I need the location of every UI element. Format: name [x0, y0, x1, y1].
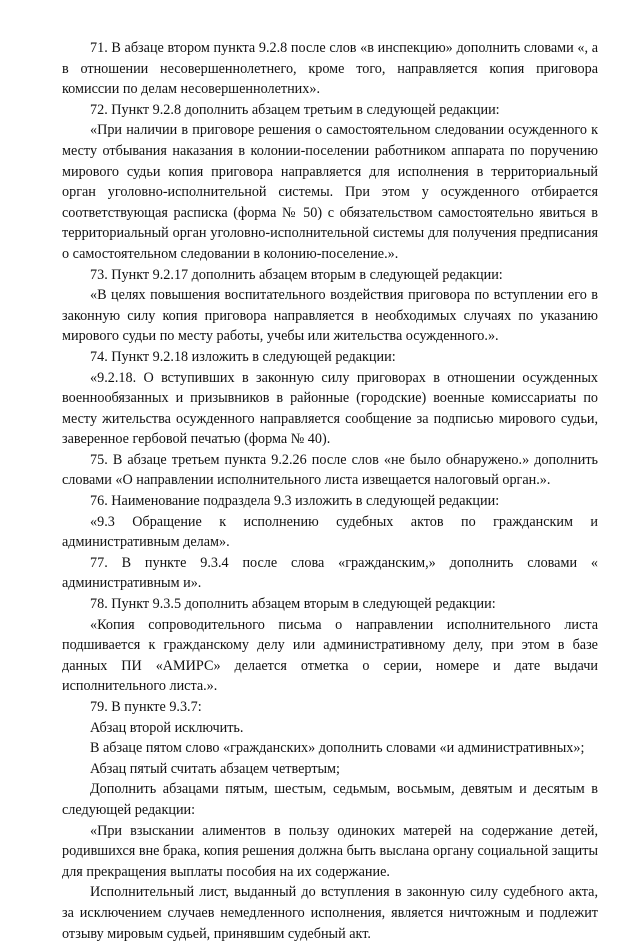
paragraph-74: 74. Пункт 9.2.18 изложить в следующей редакции: [90, 348, 396, 365]
paragraph-72-text: «При наличии в приговоре решения о самостоятельном следовании осужденного к месту отбывания наказания в колонии-поселении работником аппарата по поручению мирового судьи копия приговора направляется для исполнения в территориальный орган уголовно-исполнительной системы. При этом у осужденного отбирается соответствующая расписка (форма № 50) с обязательством самостоятельно явиться в территориальный орган уголовно-исполнительной системы для получения предписания о самостоятельном следовании в колонию-поселение.». [62, 122, 598, 262]
paragraph-77: 77. В пункте 9.3.4 после слова «гражданским,» дополнить словами « административным и». [62, 554, 598, 592]
paragraph-79-item-3: Абзац пятый считать абзацем четвертым; [90, 760, 340, 777]
paragraph-78-text: «Копия сопроводительного письма о направлении исполнительного листа подшивается к гражданскому делу или административному делу, при этом в базе данных ПИ «АМИРС» делается отметка о серии, номере и дате выдачи исполнительного листа.». [62, 616, 598, 695]
paragraph-74-text: «9.2.18. О вступивших в законную силу приговорах в отношении осужденных военнообязанных и призывников в районные (городские) военные комиссариаты по месту жительства осужденного направляется сообщение за подписью мирового судьи, заверенное гербовой печатью (форма № 40). [62, 369, 598, 448]
paragraph-79-item-1: Абзац второй исключить. [90, 719, 244, 736]
paragraph-79-quote-2: Исполнительный лист, выданный до вступления в законную силу судебного акта, за исключением случаев немедленного исполнения, является ничтожным и подлежит отзыву мировым судьей, принявшим судебный акт. [62, 884, 598, 942]
paragraph-72: 72. Пункт 9.2.8 дополнить абзацем третьим в следующей редакции: [90, 101, 500, 118]
paragraph-79-item-4: Дополнить абзацами пятым, шестым, седьмым, восьмым, девятым и десятым в следующей редакции: [62, 781, 598, 818]
document-page [62, 38, 598, 944]
paragraph-76-text: «9.3 Обращение к исполнению судебных актов по гражданским и административным делам». [62, 513, 598, 551]
paragraph-75: 75. В абзаце третьем пункта 9.2.26 после слов «не было обнаружено.» дополнить словами «О направлении исполнительного листа извещается налоговый орган.». [62, 451, 598, 489]
paragraph-76: 76. Наименование подраздела 9.3 изложить в следующей редакции: [90, 493, 500, 510]
paragraph-73: 73. Пункт 9.2.17 дополнить абзацем вторым в следующей редакции: [90, 266, 503, 283]
paragraph-73-text: «В целях повышения воспитательного воздействия приговора по вступлении его в законную силу копия приговора направляется в необходимых случаях по указанию мирового судьи по месту работы, учебы или жительства осужденного.». [62, 287, 598, 345]
paragraph-79: 79. В пункте 9.3.7: [90, 699, 202, 715]
paragraph-79-quote-1: «При взыскании алиментов в пользу одиноких матерей на содержание детей, родившихся вне брака, копия решения должна быть выслана органу социальной защиты для прекращения выплаты пособия на их содержание. [62, 822, 598, 880]
paragraph-71: 71. В абзаце втором пункта 9.2.8 после слов «в инспекцию» дополнить словами «, а в отношении несовершеннолетнего, кроме того, направляется копия приговора комиссии по делам несовершеннолетних». [62, 40, 598, 98]
paragraph-79-item-2: В абзаце пятом слово «гражданских» дополнить словами «и административных»; [90, 740, 585, 757]
paragraph-78: 78. Пункт 9.3.5 дополнить абзацем вторым в следующей редакции: [90, 596, 496, 613]
